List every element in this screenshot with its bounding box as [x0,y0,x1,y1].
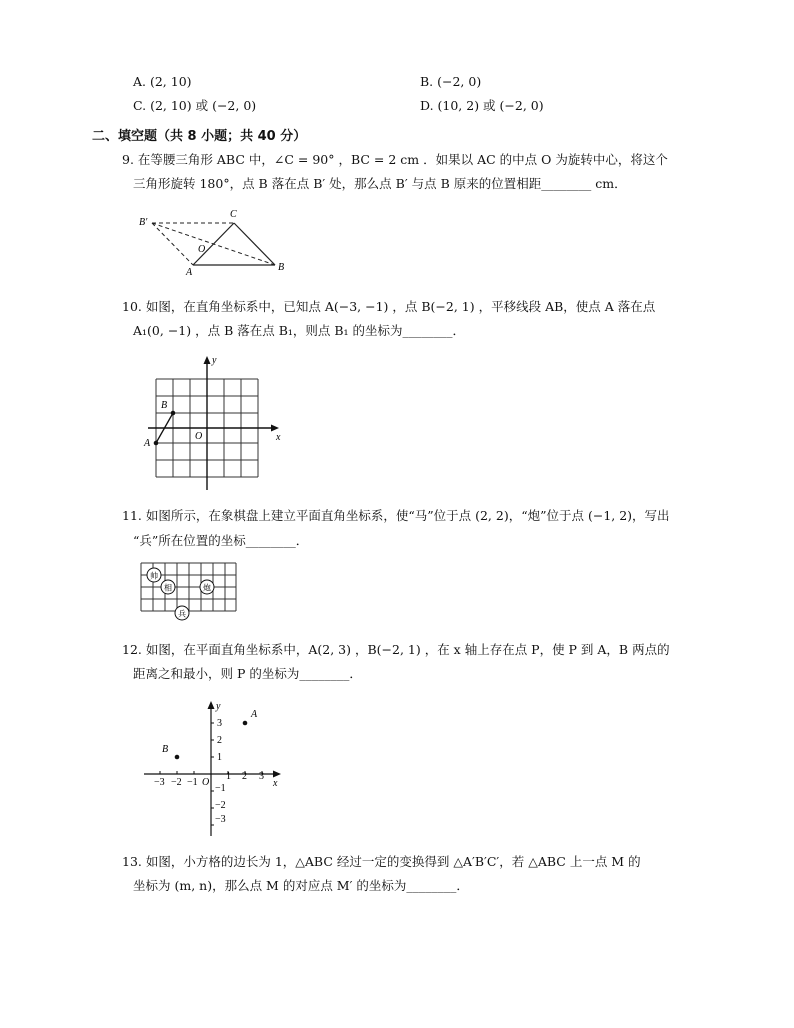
q12-ytick-3: 3 [217,718,222,729]
q12-ytick-neg1: −1 [215,783,226,794]
q12-x-arrow [273,771,281,778]
q10-line1: 10. 如图，在直角坐标系中，已知点 A(−3, −1) ，点 B(−2, 1) ，平移线段 AB，使点 A 落在点 [122,299,656,314]
q13-line1: 13. 如图，小方格的边长为 1，△ABC 经过一定的变换得到 △A′B′C′，若 △ABC 上一点 M 的 [122,854,641,869]
q11-piece-2-label: 相 [164,583,172,593]
q10-label-y: y [212,355,217,366]
option-d: D. (10, 2) 或 (−2, 0) [420,98,544,113]
q10-figure [140,352,290,492]
q10-line2: A₁(0, −1) ，点 B 落在点 B₁，则点 B₁ 的坐标为________． [133,323,466,338]
option-c: C. (2, 10) 或 (−2, 0) [133,98,257,113]
q11-piece-4 [175,606,189,620]
q9-side-cb [234,223,275,265]
q11-piece-2 [161,580,175,594]
q9-line2: 三角形旋转 180°，点 B 落在点 B′ 处，那么点 B′ 与点 B 原来的位置相距________ cm． [133,176,627,191]
q9-figure [128,200,298,280]
q9-line1: 9. 在等腰三角形 ABC 中，∠C = 90° ，BC = 2 cm ．如果以 AC 的中点 O 为旋转中心，将这个 [122,152,668,167]
q12-y-arrow [208,701,215,709]
q9-line-bprime-a [152,223,193,265]
q10-label-o: O [195,431,203,442]
q11-piece-4-label: 兵 [178,609,186,619]
q12-line2: 距离之和最小，则 P 的坐标为________． [133,666,362,681]
q11-line1: 11. 如图所示，在象棋盘上建立平面直角坐标系，使“马”位于点 (2, 2)，“炮”位于点 (−1, 2)，写出 [122,508,670,523]
q12-label-o: O [202,777,210,788]
q12-line1: 12. 如图，在平面直角坐标系中，A(2, 3) ，B(−2, 1) ，在 x 轴上存在点 P，使 P 到 A，B 两点的 [122,642,670,657]
q11-piece-3 [200,580,214,594]
q10-point-a [154,441,159,446]
q10-label-b: B [161,400,168,411]
q12-ytick-2: 2 [217,735,222,746]
q9-label-bprime: B′ [139,217,148,228]
q12-ytick-1: 1 [217,752,222,763]
q11-line2: “兵”所在位置的坐标________． [133,533,309,548]
q10-x-arrow [271,425,279,432]
q12-point-b [175,755,180,760]
q9-label-c: C [230,209,237,220]
q11-piece-1 [147,568,161,582]
q10-label-a: A [144,438,151,449]
q10-label-x: x [276,432,281,443]
q12-label-y: y [216,701,221,712]
q11-figure [140,560,242,622]
q9-label-o: O [198,244,206,255]
q11-piece-1-label: 帅 [150,571,158,581]
q12-label-a: A [251,709,258,720]
q12-figure [140,696,290,838]
q12-label-x: x [273,778,278,789]
q9-label-b: B [278,262,285,273]
q12-xtick-neg2: −2 [171,777,182,788]
q12-label-b: B [162,744,169,755]
q12-xtick-1: 1 [226,771,231,782]
q12-xtick-neg1: −1 [187,777,198,788]
q12-xtick-2: 2 [242,771,247,782]
q11-piece-3-label: 炮 [203,583,211,593]
q9-label-a: A [186,267,193,278]
q12-ytick-neg3: −3 [215,814,226,825]
option-b: B. (−2, 0) [420,74,482,89]
q12-xtick-3: 3 [259,771,264,782]
q12-xtick-neg3: −3 [154,777,165,788]
q10-y-arrow [204,356,211,364]
q12-ytick-neg2: −2 [215,800,226,811]
q12-point-a [243,721,248,726]
option-a: A. (2, 10) [133,74,192,89]
q13-line2: 坐标为 (m, n)，那么点 M 的对应点 M′ 的坐标为________． [133,878,469,893]
q10-point-b [171,411,176,416]
section-title: 二、填空题（共 8 小题；共 40 分） [92,129,307,144]
